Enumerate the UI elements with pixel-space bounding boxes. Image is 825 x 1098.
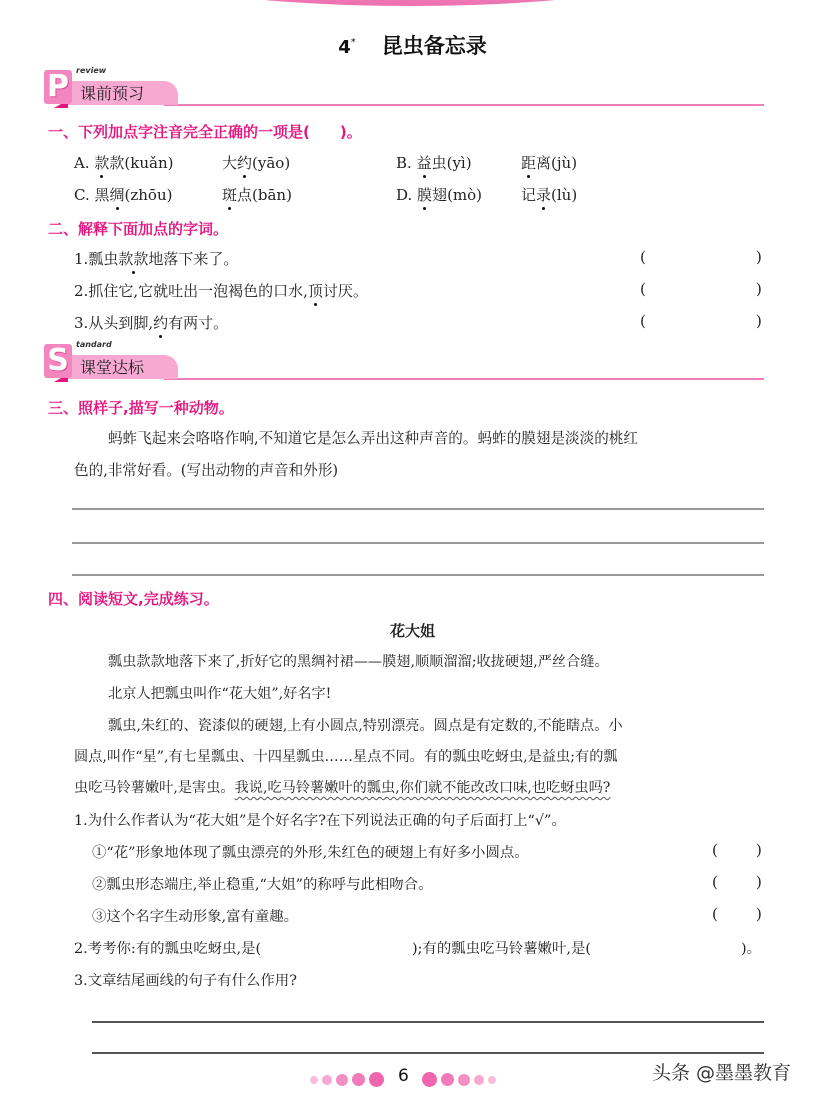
answer-line[interactable] bbox=[72, 508, 764, 510]
article-paragraph-3-line-1: 瓢虫,朱红的、瓷漆似的硬翅,上有小圆点,特别漂亮。圆点是有定数的,不能瞎点。小 bbox=[108, 718, 623, 734]
decor-dot bbox=[352, 1073, 365, 1086]
item-number: 1. bbox=[74, 250, 89, 268]
char: 记 bbox=[521, 186, 537, 204]
dotted-word: 约 bbox=[153, 314, 169, 332]
option-b[interactable] bbox=[396, 152, 472, 173]
decor-dot bbox=[336, 1074, 348, 1086]
char: 黑 bbox=[94, 186, 110, 204]
option-c[interactable] bbox=[74, 184, 172, 205]
dotted-char: 录 bbox=[536, 186, 552, 204]
section-header-standard bbox=[44, 338, 764, 384]
dotted-char: 绸 bbox=[109, 186, 125, 204]
q2-item-1 bbox=[74, 248, 238, 269]
text: 从头到脚, bbox=[88, 314, 154, 332]
section-subtitle: review bbox=[76, 66, 107, 75]
char: 虫 bbox=[431, 154, 447, 172]
answer-line[interactable] bbox=[72, 574, 764, 576]
dotted-char: 距 bbox=[521, 154, 537, 172]
choice-2: ②瓢虫形态端庄,举止稳重,“大姐”的称呼与此相吻合。 bbox=[92, 877, 433, 893]
dotted-char: 膜 bbox=[417, 186, 433, 204]
option-prefix: D. bbox=[396, 186, 418, 204]
choice-1: ①“花”形象地体现了瓢虫漂亮的外形,朱红色的硬翅上有好多小圆点。 bbox=[92, 845, 529, 861]
option-c-word2 bbox=[222, 184, 292, 205]
text: 有两寸。 bbox=[168, 314, 229, 332]
check-blank-close: ) bbox=[756, 873, 762, 891]
page-number: 6 bbox=[398, 1066, 409, 1086]
underlined-sentence: 我说,吃马铃薯嫩叶的瓢虫,你们就不能改改口味,也吃蚜虫吗? bbox=[234, 780, 611, 796]
check-blank-close: ) bbox=[756, 905, 762, 923]
pinyin: (zhōu) bbox=[124, 186, 173, 204]
dotted-word: 款款 bbox=[118, 250, 149, 268]
answer-blank-open[interactable]: ( bbox=[640, 280, 646, 298]
sub-question-2-part-a: 2.考考你:有的瓢虫吃蚜虫,是( bbox=[74, 941, 262, 957]
article-paragraph-2: 北京人把瓢虫叫作“花大姐”,好名字! bbox=[108, 686, 332, 702]
footer-dots-right bbox=[422, 1069, 500, 1088]
text: 瓢虫 bbox=[88, 250, 119, 268]
sub-question-2-part-b[interactable]: );有的瓢虫吃马铃薯嫩叶,是( bbox=[412, 941, 591, 957]
example-text-line-2: 色的,非常好看。(写出动物的声音和外形) bbox=[74, 462, 339, 479]
sub-question-1: 1.为什么作者认为“花大姐”是个好名字?在下列说法正确的句子后面打上“√”。 bbox=[74, 813, 566, 829]
option-b-word2 bbox=[521, 152, 577, 173]
answer-line[interactable] bbox=[92, 1021, 764, 1023]
pinyin: (kuǎn) bbox=[124, 154, 174, 172]
section-label: 课堂达标 bbox=[80, 358, 145, 377]
lesson-number: 4 bbox=[338, 37, 351, 58]
decor-dot bbox=[322, 1075, 332, 1085]
check-blank-open[interactable]: ( bbox=[712, 873, 718, 891]
pinyin: (lù) bbox=[551, 186, 578, 204]
char: 点 bbox=[237, 186, 253, 204]
dotted-char: 益 bbox=[416, 154, 432, 172]
decor-dot bbox=[488, 1076, 496, 1084]
q2-item-3 bbox=[74, 312, 228, 333]
question-1-heading: 一、下列加点字注音完全正确的一项是( )。 bbox=[48, 123, 362, 141]
char: 翅 bbox=[432, 186, 448, 204]
decor-dot bbox=[310, 1076, 318, 1084]
pinyin: (yì) bbox=[446, 154, 472, 172]
section-header-review bbox=[44, 64, 764, 110]
section-subtitle: tandard bbox=[76, 340, 112, 349]
pinyin: (mò) bbox=[447, 186, 483, 204]
section-divider bbox=[164, 378, 764, 380]
decor-dot bbox=[474, 1075, 484, 1085]
answer-blank-close: ) bbox=[756, 280, 762, 298]
choice-3: ③这个名字生动形象,富有童趣。 bbox=[92, 909, 299, 925]
page-title bbox=[0, 30, 825, 60]
check-blank-close: ) bbox=[756, 841, 762, 859]
answer-blank-open[interactable]: ( bbox=[640, 248, 646, 266]
question-3-heading: 三、照样子,描写一种动物。 bbox=[48, 399, 234, 417]
dotted-word: 顶 bbox=[307, 282, 323, 300]
item-number: 3. bbox=[74, 314, 89, 332]
pinyin: (yāo) bbox=[252, 154, 291, 172]
dotted-char: 款 bbox=[94, 154, 110, 172]
char: 大 bbox=[222, 154, 238, 172]
option-prefix: C. bbox=[74, 186, 95, 204]
dotted-char: 约 bbox=[237, 154, 253, 172]
article-paragraph-3-line-2: 圆点,叫作“星”,有七星瓢虫、十四星瓢虫……星点不同。有的瓢虫吃蚜虫,是益虫;有的瓢 bbox=[74, 749, 618, 765]
check-blank-open[interactable]: ( bbox=[712, 841, 718, 859]
option-d[interactable] bbox=[396, 184, 482, 205]
top-decoration bbox=[115, 0, 705, 6]
text: 抓住它,它就吐出一泡褐色的口水, bbox=[88, 282, 308, 300]
text: 虫吃马铃薯嫩叶,是害虫。 bbox=[74, 780, 235, 796]
section-divider bbox=[164, 104, 764, 106]
option-prefix: A. bbox=[74, 154, 95, 172]
question-4-heading: 四、阅读短文,完成练习。 bbox=[48, 590, 219, 608]
article-paragraph-1: 瓢虫款款地落下来了,折好它的黑绸衬裙——膜翅,顺顺溜溜;收拢硬翅,严丝合缝。 bbox=[108, 654, 609, 670]
section-label: 课前预习 bbox=[80, 84, 145, 103]
answer-blank-close: ) bbox=[756, 312, 762, 330]
section-letter: S bbox=[44, 344, 72, 378]
check-blank-open[interactable]: ( bbox=[712, 905, 718, 923]
pinyin: (jù) bbox=[551, 154, 578, 172]
item-number: 2. bbox=[74, 282, 89, 300]
answer-line[interactable] bbox=[92, 1052, 764, 1054]
pinyin: (bān) bbox=[252, 186, 292, 204]
section-letter: P bbox=[44, 70, 72, 104]
q2-item-2 bbox=[74, 280, 368, 301]
option-prefix: B. bbox=[396, 154, 417, 172]
sub-question-2-part-c[interactable]: )。 bbox=[741, 941, 762, 957]
article-paragraph-3-line-3 bbox=[74, 777, 610, 797]
question-2-heading: 二、解释下面加点的字词。 bbox=[48, 220, 229, 238]
option-a[interactable] bbox=[74, 152, 173, 173]
decor-dot bbox=[441, 1073, 454, 1086]
char: 离 bbox=[536, 154, 552, 172]
sub-question-3: 3.文章结尾画线的句子有什么作用? bbox=[74, 973, 297, 989]
option-a-word2 bbox=[222, 152, 290, 173]
decor-dot bbox=[458, 1074, 470, 1086]
text: 讨厌。 bbox=[322, 282, 368, 300]
footer-dots-left bbox=[310, 1069, 388, 1088]
lesson-title: 昆虫备忘录 bbox=[381, 34, 487, 58]
decor-dot bbox=[422, 1072, 437, 1087]
watermark: 头条 @墨墨教育 bbox=[652, 1062, 792, 1084]
example-text-line-1: 蚂蚱飞起来会咯咯作响,不知道它是怎么弄出这种声音的。蚂蚱的膜翅是淡淡的桃红 bbox=[108, 430, 639, 447]
answer-blank-close: ) bbox=[756, 248, 762, 266]
char: 款 bbox=[109, 154, 125, 172]
option-d-word2 bbox=[521, 184, 577, 205]
lesson-mark: * bbox=[350, 37, 356, 48]
answer-line[interactable] bbox=[72, 542, 764, 544]
answer-blank-open[interactable]: ( bbox=[640, 312, 646, 330]
decor-dot bbox=[369, 1072, 384, 1087]
dotted-char: 斑 bbox=[222, 186, 238, 204]
text: 地落下来了。 bbox=[148, 250, 239, 268]
article-title: 花大姐 bbox=[389, 622, 435, 640]
